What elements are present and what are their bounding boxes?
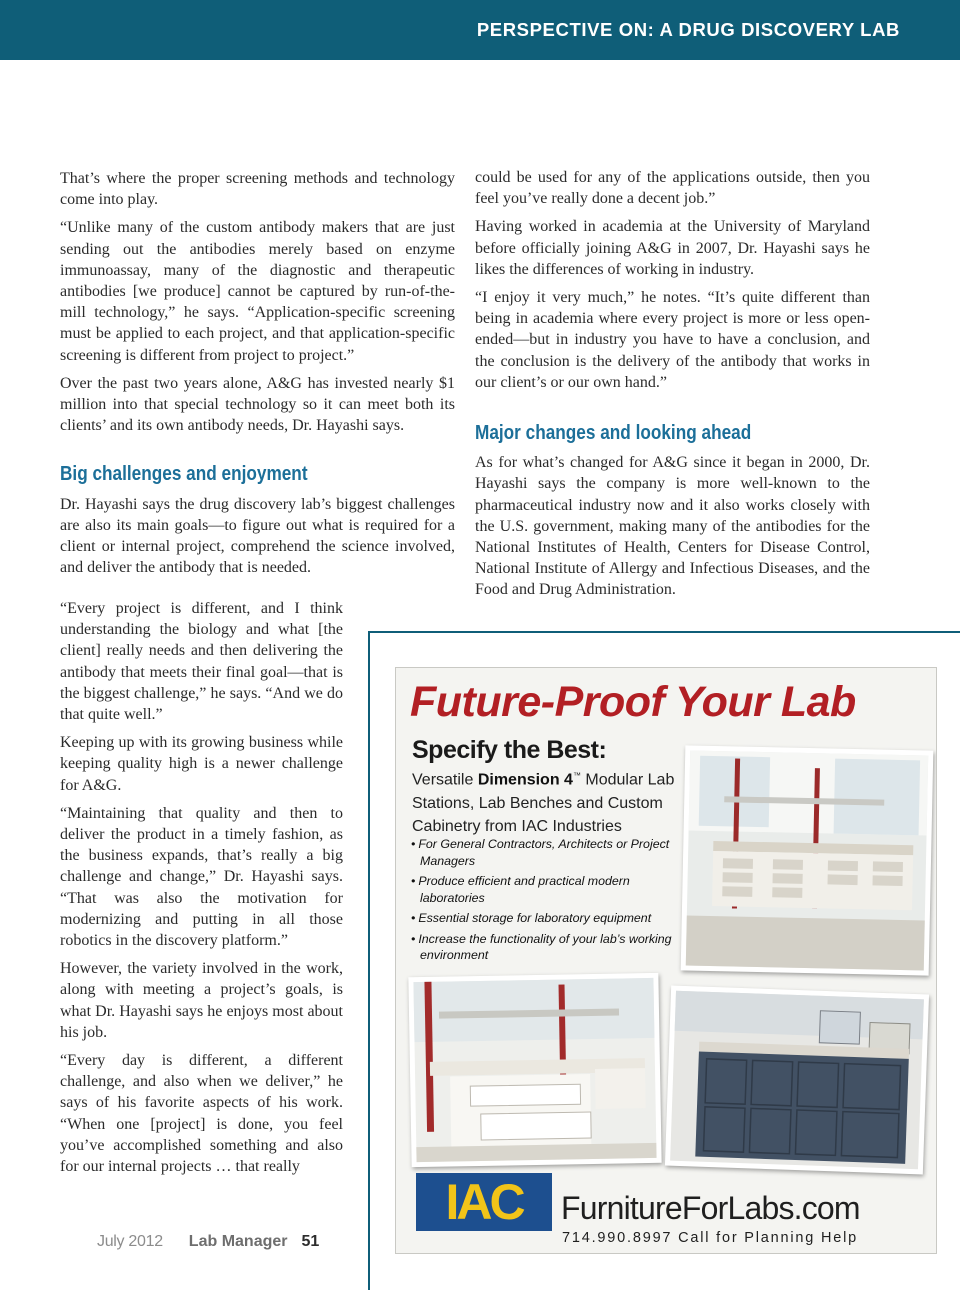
header-bar [0,0,960,60]
iac-logo [416,1173,552,1231]
paragraph: “Every project is different, and I think understanding the biology and what [the client] really needs and then delivering the antibody that meets their final goal—that is the biggest challenge,” he says. “And we do that quite well.” [60,600,343,724]
ad-description [412,764,682,839]
lab-photo-left [408,973,661,1167]
lab-station-illustration [681,745,934,975]
ad-title: Future-Proof Your Lab [410,678,856,726]
ad-frame-left [368,632,370,1290]
section-heading: Major changes and looking ahead [475,422,752,445]
ad-website-link[interactable]: FurnitureForLabs.com [561,1190,860,1226]
right-column [475,167,870,608]
left-column [60,168,455,585]
ad-bullet: • Increase the functionality of your lab’s working environment [410,931,672,964]
ad-product-name: Dimension 4 [477,771,573,789]
paragraph: Over the past two years alone, A&G has invested nearly $1 million into that special technology so it can meet both its clients’ and its own antibody needs, Dr. Hayashi says. [60,374,455,435]
ad-desc-prefix: Versatile [412,771,478,789]
paragraph: “Unlike many of the custom antibody makers that are just sending out the antibodies merely based on enzyme immunoassay, many of the diagnostic and therapeutic antibodies [we produce] cannot be captured by run-of-the-mill technology,” he says. “Application-specific screening must be applied to each project, and that application-specific screening is different from project to project.” [60,219,455,364]
paragraph: That’s where the proper screening methods and technology come into play. [60,170,455,209]
lab-drawers-illustration [408,973,661,1167]
ad-bullet: • For General Contractors, Architects or Project Managers [410,836,672,869]
paragraph: “Maintaining that quality and then to deliver the product in a timely fashion, as the business expands, that’s really a big challenge and change,” Dr. Hayashi says. “That was also the motivation for modernizing and putting in all those robotics in the discovery platform.” [60,804,343,950]
paragraph: Dr. Hayashi says the drug discovery lab’s biggest challenges are also its main goals—to figure out what is required for a client or internal project, comprehend the science involved, and deliver the antibody that is needed. [60,495,455,577]
ad-subtitle: Specify the Best: [412,736,607,764]
ad-desc-suffix: Modular Lab Stations, Lab Benches and Custom Cabinetry from IAC Industries [412,771,675,836]
ad-bullet-list [410,836,672,968]
paragraph: As for what’s changed for A&G since it began in 2000, Dr. Hayashi says the company is more well-known to the pharmaceutical industry now and it also works closely with the U.S. government, making many of the antibodies for the National Institutes of Health, Centers for Disease Control, National Institute of Allergy and Infectious Diseases, and the Food and Drug Administration. [475,454,870,599]
section-title: PERSPECTIVE ON: A DRUG DISCOVERY LAB [476,19,900,40]
paragraph: “I enjoy it very much,” he notes. “It’s quite different than being in academia where every project is more or less open-ended—but in industry you have to have a conclusion, and the conclusion is the delivery of the antibody that works in our client’s or our own hand.” [475,289,870,391]
issue-date: July 2012 [97,1233,163,1250]
advertisement[interactable] [395,667,937,1254]
lab-cabinets-illustration [665,986,929,1175]
ad-frame-top [368,631,960,633]
ad-bullet: • Essential storage for laboratory equipment [410,910,672,927]
page-number: 51 [301,1233,320,1250]
page-footer [97,1233,319,1251]
lab-photo-right [665,986,929,1175]
paragraph: Keeping up with its growing business while keeping quality high is a newer challenge for A&G. [60,734,343,794]
magazine-name: Lab Manager [188,1233,288,1250]
ad-bullet: • Produce efficient and practical modern laboratories [410,873,672,906]
lab-photo-top [681,745,934,975]
paragraph: Having worked in academia at the University of Maryland before officially joining A&G in 2007, Dr. Hayashi says he likes the differences of working in industry. [475,218,870,278]
trademark: ™ [572,771,581,780]
paragraph: could be used for any of the applications outside, then you feel you’ve really done a decent job.” [475,169,870,208]
paragraph: However, the variety involved in the work, along with meeting a project’s goals, is what Dr. Hayashi says he enjoys most about his job. [60,960,343,1041]
paragraph: “Every day is different, a different challenge, and also when we deliver,” he says of his favorite aspects of his work. “When one [project] is done, you feel you’ve accomplished something and also for our internal projects … that really [60,1052,343,1176]
section-heading: Big challenges and enjoyment [60,463,308,486]
left-narrow-column [60,598,343,1184]
iac-logo-text: IAC [445,1174,523,1230]
ad-phone: 714.990.8997 Call for Planning Help [562,1230,858,1246]
